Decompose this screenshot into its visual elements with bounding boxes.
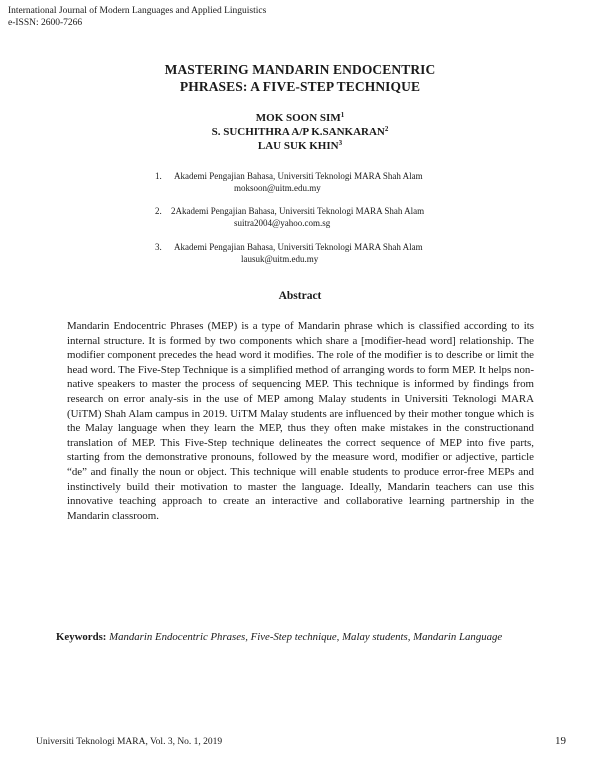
affiliation-email: moksoon@uitm.edu.my xyxy=(234,183,321,193)
paper-title-line-2: PHRASES: A FIVE-STEP TECHNIQUE xyxy=(179,79,421,94)
author-3 xyxy=(0,140,600,153)
affiliation-number: 3. xyxy=(155,242,162,252)
abstract-body: Mandarin Endocentric Phrases (MEP) is a type of Mandarin phrase which is classified according to its internal structure. It is formed by two components which share a [modifier-head word] relationship. The modifier component precedes the head word it modifies. The role of the modifier is to describe or limit the head word. The Five-Step Technique is a simplified method of arranging words to form MEP. It helps non-native speakers to master the process of sequencing MEP. This technique is informed by findings from research on error analy-sis in the use of MEP among Malay students in Universiti Teknologi MARA (UiTM) Shah Alam campus in 2019. UiTM Malay students are influenced by their mother tongue which is the Malay language when they learn the MEP, thus they often make mistakes in the constructionand translation of MEP. This Five-Step technique delineates the correct sequence of MEP into five parts, starting from the demonstrative pronouns, followed by the measure word, modifier or adjective, particle “de” and finally the noun or object. This technique will enable students to produce error-free MEPs and instinctively build their motivation to master the language. Ideally, Mandarin teachers can use this innovative teaching approach to create an interactive and collaborative learning partnership in the Mandarin classroom. xyxy=(67,320,534,522)
journal-issn: e-ISSN: 2600-7266 xyxy=(8,18,83,28)
journal-name: International Journal of Modern Languages and Applied Linguistics xyxy=(8,6,267,16)
affiliation-1 xyxy=(155,170,423,194)
keywords-label: Keywords: xyxy=(56,631,107,643)
affiliation-number: 1. xyxy=(155,171,162,181)
affiliation-email: lausuk@uitm.edu.my xyxy=(241,254,319,264)
page-number: 19 xyxy=(555,735,566,747)
author-1 xyxy=(0,112,600,125)
keywords xyxy=(56,630,576,644)
affiliation-institution: 2Akademi Pengajian Bahasa, Universiti Teknologi MARA Shah Alam xyxy=(171,206,425,216)
author-name: MOK SOON SIM xyxy=(255,112,341,124)
author-name: LAU SUK KHIN xyxy=(257,140,339,152)
footer-publication: Universiti Teknologi MARA, Vol. 3, No. 1, 2019 xyxy=(36,737,223,747)
affiliation-3 xyxy=(155,241,423,265)
author-name: S. SUCHITHRA A/P K.SANKARAN xyxy=(211,126,385,138)
keywords-list: Mandarin Endocentric Phrases, Five-Step technique, Malay students, Mandarin Language xyxy=(109,631,503,643)
affiliation-email: suitra2004@yahoo.com.sg xyxy=(234,218,331,228)
affiliation-institution: Akademi Pengajian Bahasa, Universiti Teknologi MARA Shah Alam xyxy=(174,171,423,181)
author-affiliation-marker: 2 xyxy=(384,125,389,133)
affiliation-institution: Akademi Pengajian Bahasa, Universiti Teknologi MARA Shah Alam xyxy=(174,242,423,252)
author-affiliation-marker: 3 xyxy=(338,139,343,147)
abstract-heading: Abstract xyxy=(278,290,322,302)
affiliation-number: 2. xyxy=(155,206,162,216)
author-affiliation-marker: 1 xyxy=(340,111,345,119)
affiliation-2 xyxy=(155,205,424,229)
paper-title-line-1: MASTERING MANDARIN ENDOCENTRIC xyxy=(164,62,436,77)
author-2 xyxy=(0,126,600,139)
